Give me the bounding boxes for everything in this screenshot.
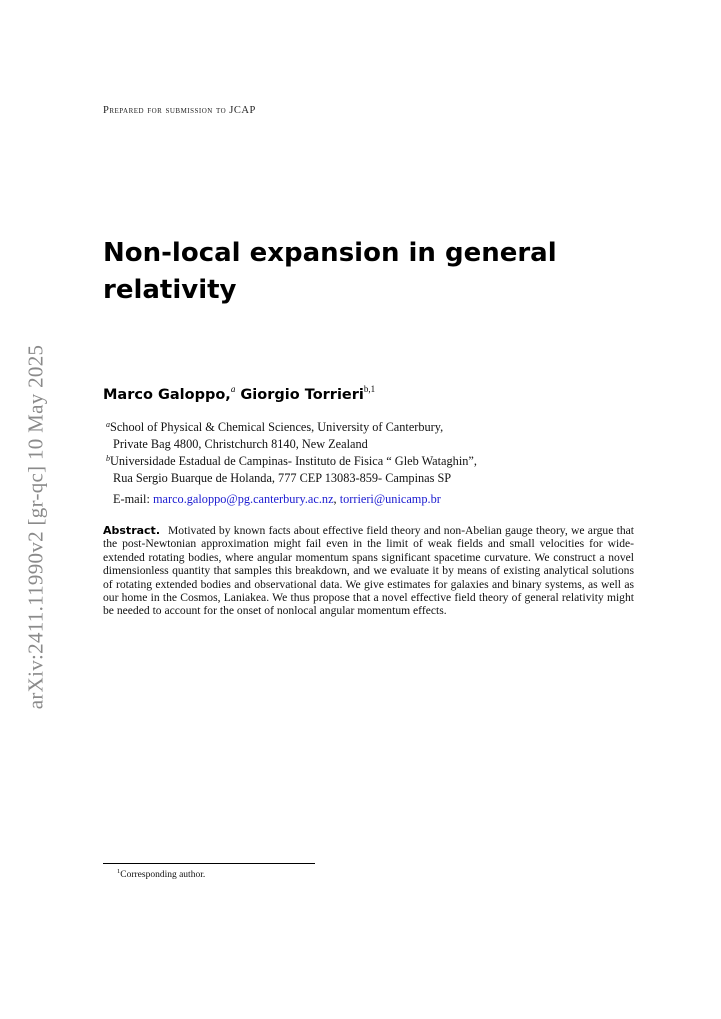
author-name: Giorgio Torrieri	[240, 387, 364, 403]
author-name: Marco Galoppo,	[103, 387, 231, 403]
paper-title: Non-local expansion in general relativity	[103, 238, 557, 305]
affiliation-line: School of Physical & Chemical Sciences, University of Canterbury,	[110, 420, 444, 434]
affiliation-line: Rua Sergio Buarque de Holanda, 777 CEP 13083-859- Campinas SP	[113, 471, 452, 485]
affiliation	[106, 450, 477, 487]
affiliation-line: Private Bag 4800, Christchurch 8140, New Zealand	[113, 437, 368, 451]
footnote-text: Corresponding author.	[120, 870, 206, 880]
arxiv-identifier-stamp: arXiv:2411.11990v2 [gr-qc] 10 May 2025	[23, 344, 48, 710]
abstract-text: Motivated by known facts about effective field theory and non-Abelian gauge theory, we argue that the post-Newtonian approximation might fail even in the limit of weak fields and small velocities for wide-extended rotating bodies, where angular momentum spans significant spacetime curvature. We construct a novel dimensionless quantity that samples this breakdown, and we evaluate it by means of existing analytical solutions of rotating extended bodies and observational data. We give estimates for galaxies and binary systems, as well as our home in the Cosmos, Laniakea. We thus propose that a novel effective field theory of general relativity might be needed to account for the onset of nonlocal angular momentum effects.	[103, 524, 634, 618]
affiliation	[106, 416, 443, 453]
email-link[interactable]: marco.galoppo@pg.canterbury.ac.nz	[152, 492, 334, 506]
email-link[interactable]: torrieri@unicamp.br	[339, 492, 441, 506]
email-separator: ,	[333, 492, 337, 506]
affiliation-mark: a	[106, 420, 110, 429]
author-list	[103, 384, 375, 403]
author-affiliation-mark: a	[230, 384, 236, 394]
email-label: E-mail:	[113, 492, 150, 506]
footnote-mark: 1	[117, 868, 121, 875]
footnote	[117, 868, 205, 880]
abstract	[103, 524, 634, 618]
abstract-label: Abstract.	[103, 524, 160, 537]
submission-note: Prepared for submission to JCAP	[103, 105, 256, 116]
author-affiliation-mark: b,1	[363, 384, 376, 394]
footnote-rule	[103, 863, 315, 864]
affiliation-line: Universidade Estadual de Campinas- Instituto de Fisica “ Gleb Wataghin”,	[110, 454, 477, 468]
email-line	[113, 492, 441, 507]
affiliation-mark: b	[106, 454, 110, 463]
